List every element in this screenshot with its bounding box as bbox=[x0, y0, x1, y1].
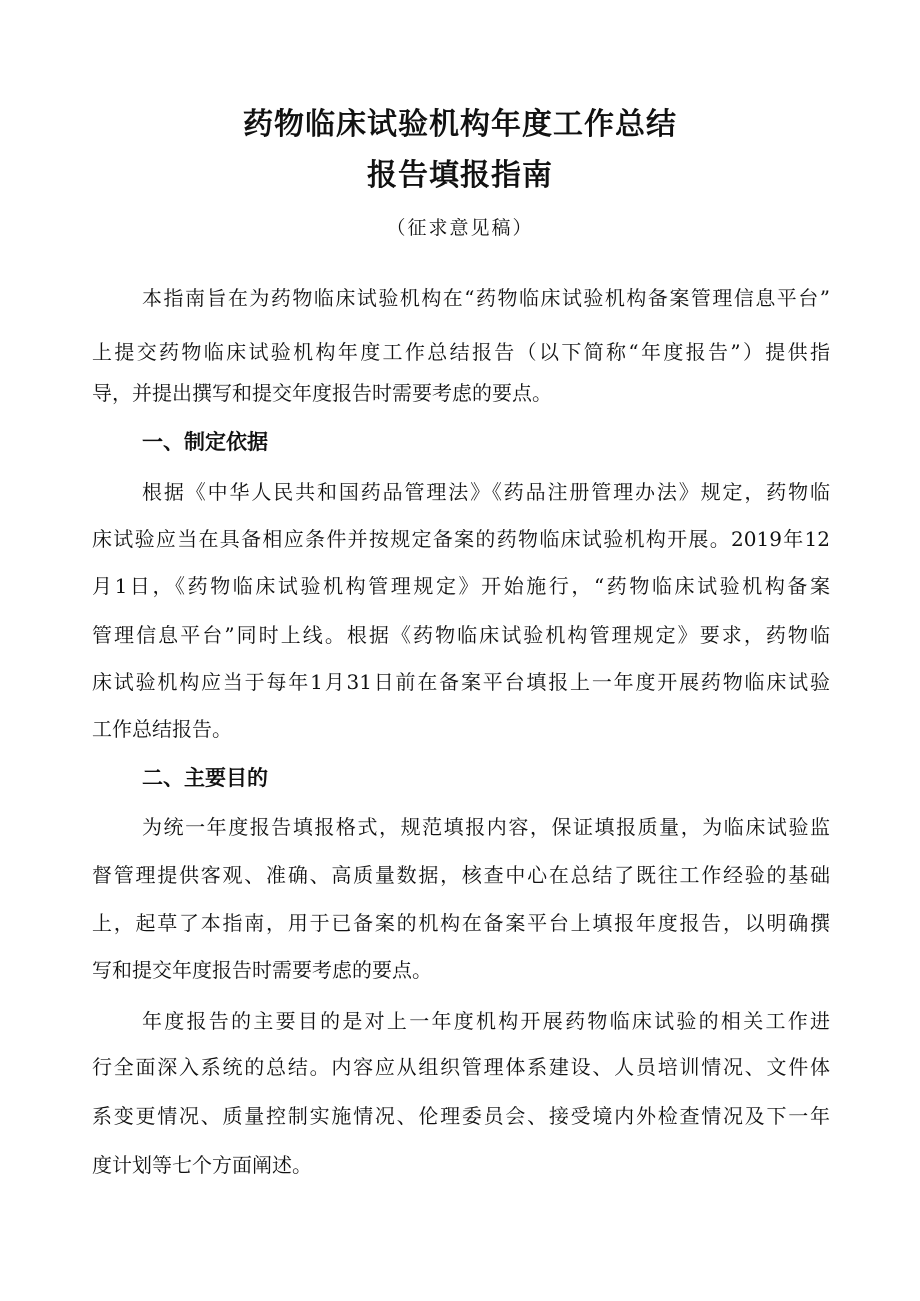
section-2-para-2-line-2: 行全面深入系统的总结。内容应从组织管理体系建设、人员培训情况、文件体 bbox=[92, 1055, 830, 1079]
section-2-para-2-line-3: 系变更情况、质量控制实施情况、伦理委员会、接受境内外检查情况及下一年 bbox=[92, 1104, 830, 1128]
section-2-para-2-line-1: 年度报告的主要目的是对上一年度机构开展药物临床试验的相关工作进 bbox=[142, 1009, 830, 1033]
section-1-line-1: 根据《中华人民共和国药品管理法》《药品注册管理办法》规定，药物临 bbox=[142, 480, 830, 504]
document-subtitle: （征求意见稿） bbox=[386, 217, 534, 239]
document-title-line-2: 报告填报指南 bbox=[367, 158, 553, 193]
section-2-para-2-line-4: 度计划等七个方面阐述。 bbox=[92, 1153, 312, 1177]
section-2-para-1-line-2: 督管理提供客观、准确、高质量数据，核查中心在总结了既往工作经验的基础 bbox=[92, 863, 830, 887]
section-2-para-1-line-1: 为统一年度报告填报格式，规范填报内容，保证填报质量，为临床试验监 bbox=[142, 815, 830, 839]
section-1-heading: 一、制定依据 bbox=[142, 430, 268, 454]
section-1-line-2: 床试验应当在具备相应条件并按规定备案的药物临床试验机构开展。2019年12 bbox=[92, 527, 830, 551]
section-2-para-1-line-4: 写和提交年度报告时需要考虑的要点。 bbox=[92, 958, 432, 982]
section-2-para-1-line-3: 上，起草了本指南，用于已备案的机构在备案平台上填报年度报告，以明确撰 bbox=[92, 911, 830, 935]
intro-line-2: 上提交药物临床试验机构年度工作总结报告（以下简称“年度报告”）提供指 bbox=[92, 340, 830, 364]
intro-line-1: 本指南旨在为药物临床试验机构在“药物临床试验机构备案管理信息平台” bbox=[142, 286, 830, 310]
section-1-line-6: 工作总结报告。 bbox=[92, 717, 232, 741]
intro-line-3: 导，并提出撰写和提交年度报告时需要考虑的要点。 bbox=[92, 381, 552, 405]
document-title-line-1: 药物临床试验机构年度工作总结 bbox=[243, 107, 677, 142]
section-1-line-5: 床试验机构应当于每年1月31日前在备案平台填报上一年度开展药物临床试验 bbox=[92, 670, 830, 694]
section-2-heading: 二、主要目的 bbox=[142, 766, 268, 790]
section-1-line-4: 管理信息平台”同时上线。根据《药物临床试验机构管理规定》要求，药物临 bbox=[92, 623, 830, 647]
section-1-line-3: 月1日，《药物临床试验机构管理规定》开始施行，“药物临床试验机构备案 bbox=[92, 574, 830, 598]
